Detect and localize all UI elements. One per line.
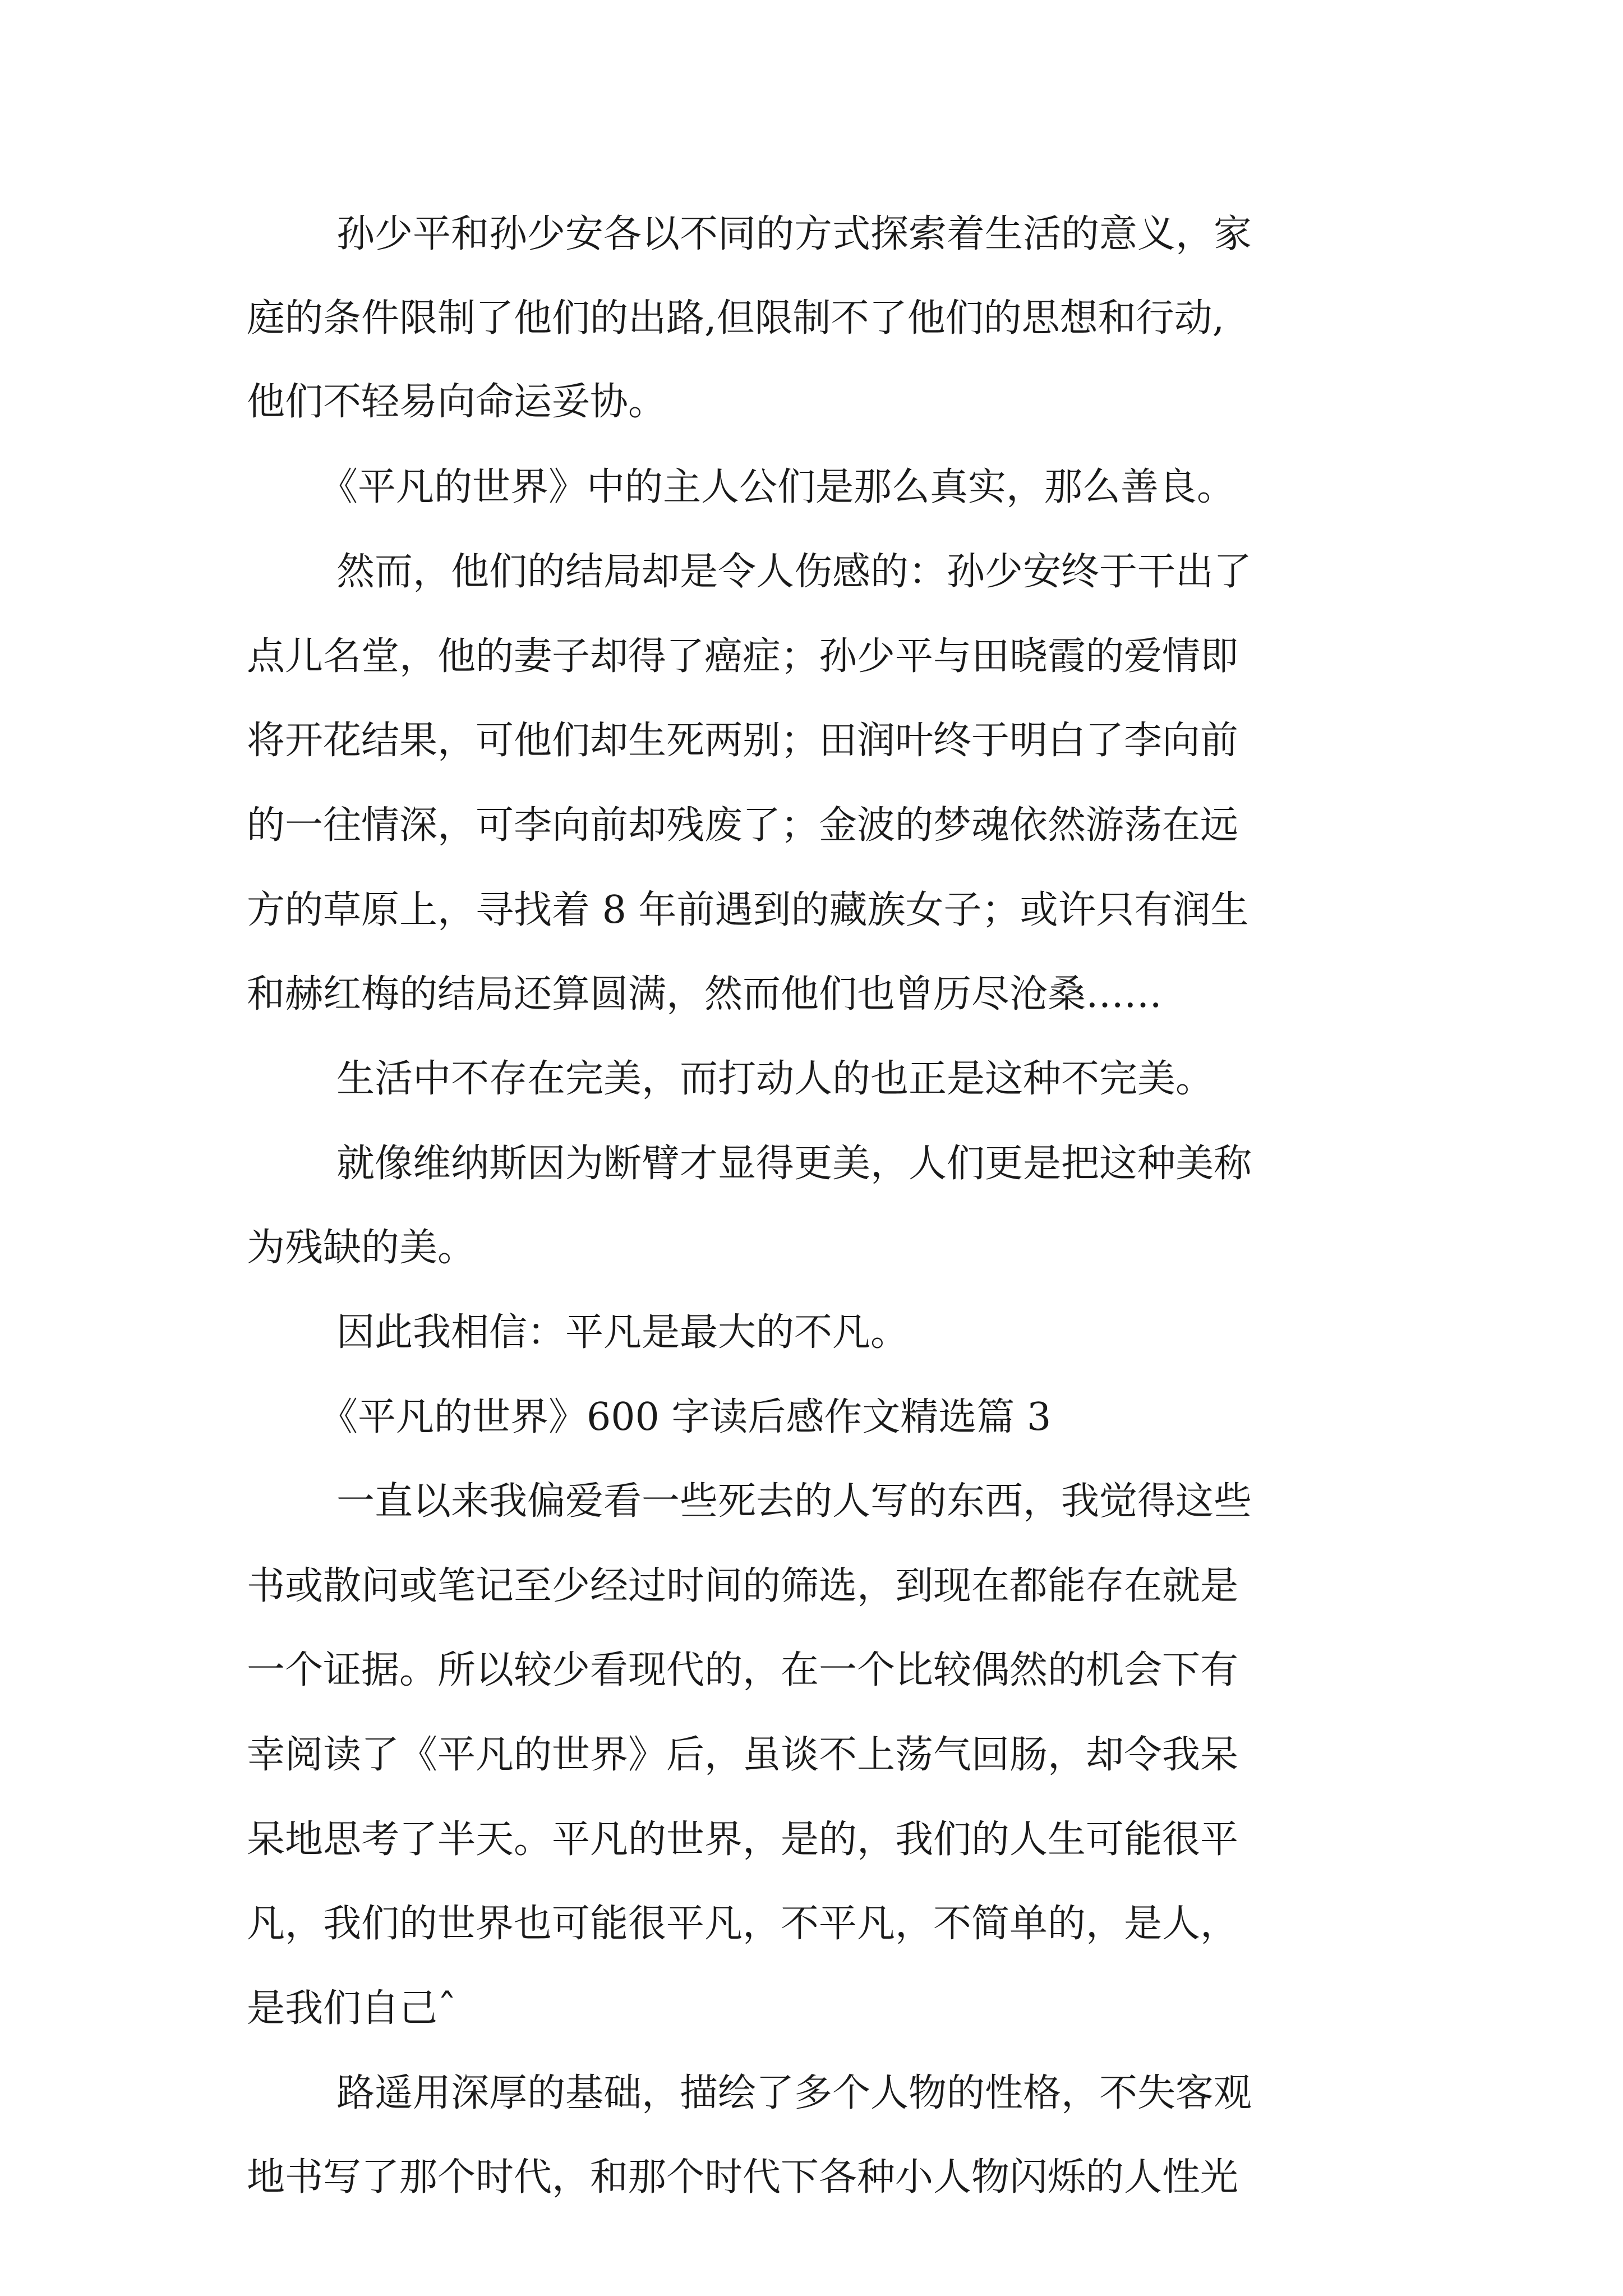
text-line: 一直以来我偏爱看一些死去的人写的东西，我觉得这些 (336, 1479, 1252, 1524)
text-line: 是我们自己ˆ (247, 1986, 457, 2031)
heading-line: 《平凡的世界》600 字读后感作文精选篇 3 (320, 1395, 1052, 1439)
text-line: 书或散问或笔记至少经过时间的筛选，到现在都能存在就是 (247, 1564, 1239, 1608)
text-line: 就像维纳斯因为断臂才显得更美，人们更是把这种美称 (336, 1142, 1252, 1186)
text-line: 《平凡的世界》中的主人公们是那么真实，那么善良。 (320, 465, 1235, 509)
text-line: 凡，我们的世界也可能很平凡，不平凡，不简单的，是人， (247, 1902, 1239, 1946)
text-line: 庭的条件限制了他们的出路,但限制不了他们的思想和行动, (247, 296, 1225, 341)
text-line: 他们不轻易向命运妥协。 (247, 380, 667, 424)
text-line: 因此我相信：平凡是最大的不凡。 (336, 1310, 909, 1355)
text-line: 路遥用深厚的基础，描绘了多个人物的性格，不失客观 (336, 2071, 1252, 2115)
text-line: 生活中不存在完美，而打动人的也正是这种不完美。 (336, 1057, 1214, 1101)
text-line: 为残缺的美。 (247, 1226, 476, 1270)
text-line: 将开花结果，可他们却生死两别；田润叶终于明白了李向前 (247, 719, 1239, 763)
text-line: 方的草原上，寻找着 8 年前遇到的藏族女子；或许只有润生 (247, 888, 1249, 932)
text-line: 的一往情深，可李向前却残废了；金波的梦魂依然游荡在远 (247, 803, 1239, 848)
text-line: 一个证据。所以较少看现代的，在一个比较偶然的机会下有 (247, 1648, 1239, 1692)
text-line: 地书写了那个时代，和那个时代下各种小人物闪烁的人性光 (247, 2155, 1239, 2200)
text-line: 孙少平和孙少安各以不同的方式探索着生活的意义，家 (336, 212, 1252, 256)
text-line: 呆地思考了半天。平凡的世界，是的，我们的人生可能很平 (247, 1818, 1239, 1862)
text-line: 幸阅读了《平凡的世界》后，虽谈不上荡气回肠，却令我呆 (247, 1733, 1239, 1777)
text-line: 点儿名堂，他的妻子却得了癌症；孙少平与田晓霞的爱情即 (247, 634, 1239, 679)
text-line: 然而，他们的结局却是令人伤感的：孙少安终于干出了 (336, 550, 1252, 594)
text-line: 和赫红梅的结局还算圆满，然而他们也曾历尽沧桑…… (247, 972, 1163, 1016)
